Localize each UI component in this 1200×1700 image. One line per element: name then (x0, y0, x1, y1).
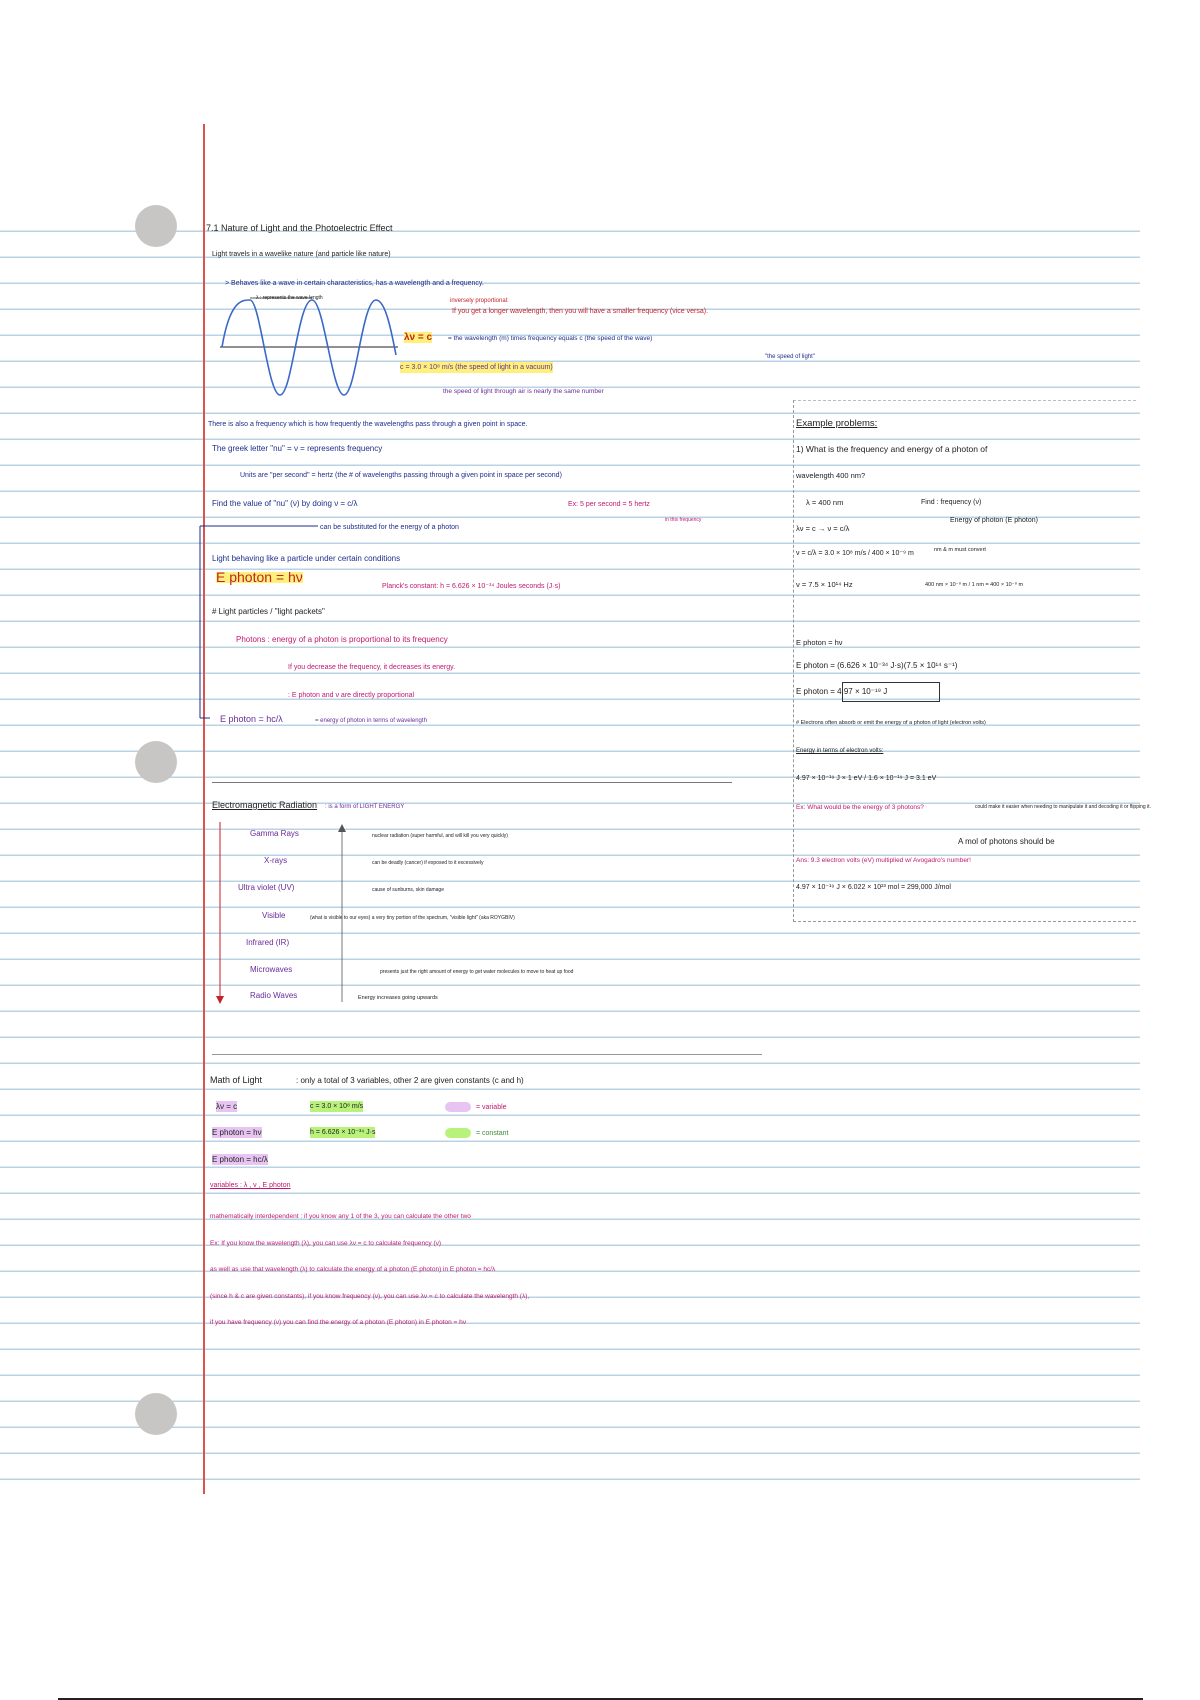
plancks: Planck's constant: h = 6.626 × 10⁻³⁴ Joules seconds (J·s) (382, 583, 561, 590)
spectrum-visible: Visible (262, 911, 286, 920)
constant-swatch (445, 1128, 471, 1138)
example-rearr: λν = c → ν = c/λ (796, 524, 850, 533)
example-answer-nu: ν = 7.5 × 10¹⁴ Hz (796, 580, 853, 589)
answer-box (842, 682, 940, 702)
spectrum-uv: Ultra violet (UV) (238, 883, 295, 892)
intro-line: Light travels in a wavelike nature (and particle like nature) (212, 251, 391, 258)
example-line-2: as well as use that wavelength (λ) to calculate the energy of a photon (E photon) in E photon = hc/λ (210, 1266, 496, 1273)
decrease-line: If you decrease the frequency, it decreases its energy. (288, 664, 456, 671)
binder-hole (135, 1393, 177, 1435)
example-line-1: Ex: If you know the wavelength (λ), you can use λν = c to calculate frequency (ν) (210, 1240, 442, 1247)
example-conv-calc: 400 nm × 10⁻⁹ m / 1 nm = 400 × 10⁻⁹ m (925, 582, 1024, 588)
math-eq2: E photon = hν (212, 1128, 262, 1137)
c-value: c = 3.0 × 10⁸ m/s (the speed of light in a vacuum) (400, 364, 553, 371)
math-eq1: λν = c (216, 1102, 238, 1111)
electrons-note: # Electrons often absorb or emit the energy of a photon of light (electron volts) (796, 720, 986, 726)
mol-note: A mol of photons should be (958, 837, 1055, 846)
energy-wavelength: = energy of photon in terms of wavelength (315, 718, 427, 724)
ev-title: Energy in terms of electron volts: (796, 748, 884, 754)
variables-line: variables : λ , ν , E photon (210, 1182, 291, 1189)
e-photon-hv: E photon = hν (216, 569, 303, 585)
example-line-4: if you have frequency (ν) you can find the energy of a photon (E photon) in E photon = hν (210, 1319, 467, 1326)
binder-hole (135, 741, 177, 783)
example-find: Find : frequency (ν) (921, 499, 982, 506)
packets: # Light particles / "light packets" (212, 607, 325, 616)
margin-line (203, 124, 205, 1494)
mol-calc: 4.97 × 10⁻¹⁹ J × 6.022 × 10²³ mol = 299,000 J/mol (796, 884, 951, 891)
ex-5: Ex: 5 per second = 5 hertz (568, 501, 650, 508)
math-title: Math of Light (210, 1075, 263, 1085)
photons-line: Photons : energy of a photon is proportional to its frequency (236, 635, 448, 644)
wave-diagram (220, 295, 400, 405)
example-line-3: (since h & c are given constants), if you know frequency (ν), you can use λν = c to calculate the wavelength (λ), (210, 1293, 530, 1300)
lambda-label: λ : represents the wave length (256, 295, 323, 301)
math-c: c = 3.0 × 10⁸ m/s (310, 1103, 364, 1110)
math-h: h = 6.626 × 10⁻³⁴ J·s (310, 1129, 376, 1136)
math-eq3: E photon = hc/λ (212, 1155, 268, 1164)
substituted: can be substituted for the energy of a photon (320, 524, 459, 531)
spectrum-microwaves-note: presents just the right amount of energy to get water molecules to move to heat up food (380, 969, 574, 975)
e-photon-hc: E photon = hc/λ (220, 714, 283, 724)
example-convert: nm & m must convert (934, 547, 986, 553)
example-title: Example problems: (796, 418, 878, 429)
page-title: 7.1 Nature of Light and the Photoelectric Effect (206, 223, 393, 233)
binder-hole (135, 205, 177, 247)
inverse-note: inversely proportional: (450, 298, 509, 304)
example-q1: 1) What is the frequency and energy of a photon of (796, 444, 988, 454)
divider (212, 782, 732, 783)
example-e-hv: E photon = hν (796, 638, 843, 647)
spectrum-radio: Radio Waves (250, 991, 298, 1000)
particle-line: Light behaving like a particle under certain conditions (212, 554, 401, 563)
em-title: Electromagnetic Radiation (212, 800, 318, 810)
air-note: the speed of light through air is nearly the same number (443, 388, 604, 395)
spectrum-visible-note: (what is visible to our eyes) a very tiny portion of the spectrum, "visible light" (aka ROYGBIV) (310, 915, 515, 921)
example-sub: ν = c/λ = 3.0 × 10⁸ m/s / 400 × 10⁻⁹ m (796, 550, 914, 557)
example-e-sub: E photon = (6.626 × 10⁻³⁴ J·s)(7.5 × 10¹⁴ s⁻¹) (796, 661, 958, 670)
spectrum-xray-note: can be deadly (cancer) if exposed to it excessively (372, 860, 484, 866)
spectrum-xray: X-rays (264, 856, 288, 865)
spectrum-microwaves: Microwaves (250, 965, 293, 974)
eq-desc: = the wavelength (m) times frequency equals c (the speed of the wave) (448, 335, 653, 342)
divider (212, 1054, 762, 1055)
hertz-line: Units are "per second" = hertz (the # of wavelengths passing through a given point in space per second) (240, 472, 562, 479)
example-ans3: Ans: 9.3 electron volts (eV) multiplied w/ Avogadro's number! (796, 857, 971, 864)
spectrum-gamma-note: nuclear radiation (super harmful, and will kill you very quickly) (372, 833, 508, 839)
example-find2: Energy of photon (E photon) (950, 517, 1038, 524)
math-sub: : only a total of 3 variables, other 2 are given constants (c and h) (296, 1076, 524, 1085)
nu-line: The greek letter "nu" = ν = represents frequency (212, 444, 383, 453)
spectrum-uv-note: cause of sunburns, skin damage (372, 887, 444, 893)
example-e-ans: E photon = 4.97 × 10⁻¹⁹ J (796, 687, 888, 696)
example-3-photons: Ex: What would be the energy of 3 photons? (796, 804, 924, 811)
behaves-line: > Behaves like a wave in certain characteristics, has a wavelength and a frequency. (225, 280, 484, 287)
spectrum-gamma: Gamma Rays (250, 829, 299, 838)
could-note: could make it easier when needing to manipulate it and decoding it or flipping it. (975, 804, 1151, 810)
variable-swatch (445, 1102, 471, 1112)
legend-constant: = constant (476, 1130, 509, 1137)
energy-direction: Energy increases going upwards (358, 995, 438, 1001)
frequency-line: There is also a frequency which is how frequently the wavelengths pass through a given point in space. (208, 421, 528, 428)
ev-calc: 4.97 × 10⁻¹⁹ J × 1 eV / 1.6 × 10⁻¹⁹ J = 3.1 eV (796, 775, 937, 782)
speed-of-light-tag: "the speed of light" (765, 354, 815, 360)
example-given: λ = 400 nm (806, 498, 844, 507)
in-freq: in this frequency (665, 517, 702, 523)
legend-variable: = variable (476, 1104, 507, 1111)
longer-note: If you get a longer wavelength, then you will have a smaller frequency (vice versa). (452, 308, 709, 315)
example-q1b: wavelength 400 nm? (796, 471, 866, 480)
interdependent-line: mathematically interdependent : if you know any 1 of the 3, you can calculate the other two (210, 1213, 471, 1220)
em-sub: : is a form of LIGHT ENERGY (325, 804, 405, 810)
directly-line: : E photon and ν are directly proportional (288, 692, 415, 699)
spectrum-ir: Infrared (IR) (246, 938, 290, 947)
find-nu: Find the value of "nu" (ν) by doing ν = c/λ (212, 499, 358, 508)
eq-lambda-nu: λν = c (404, 332, 433, 343)
